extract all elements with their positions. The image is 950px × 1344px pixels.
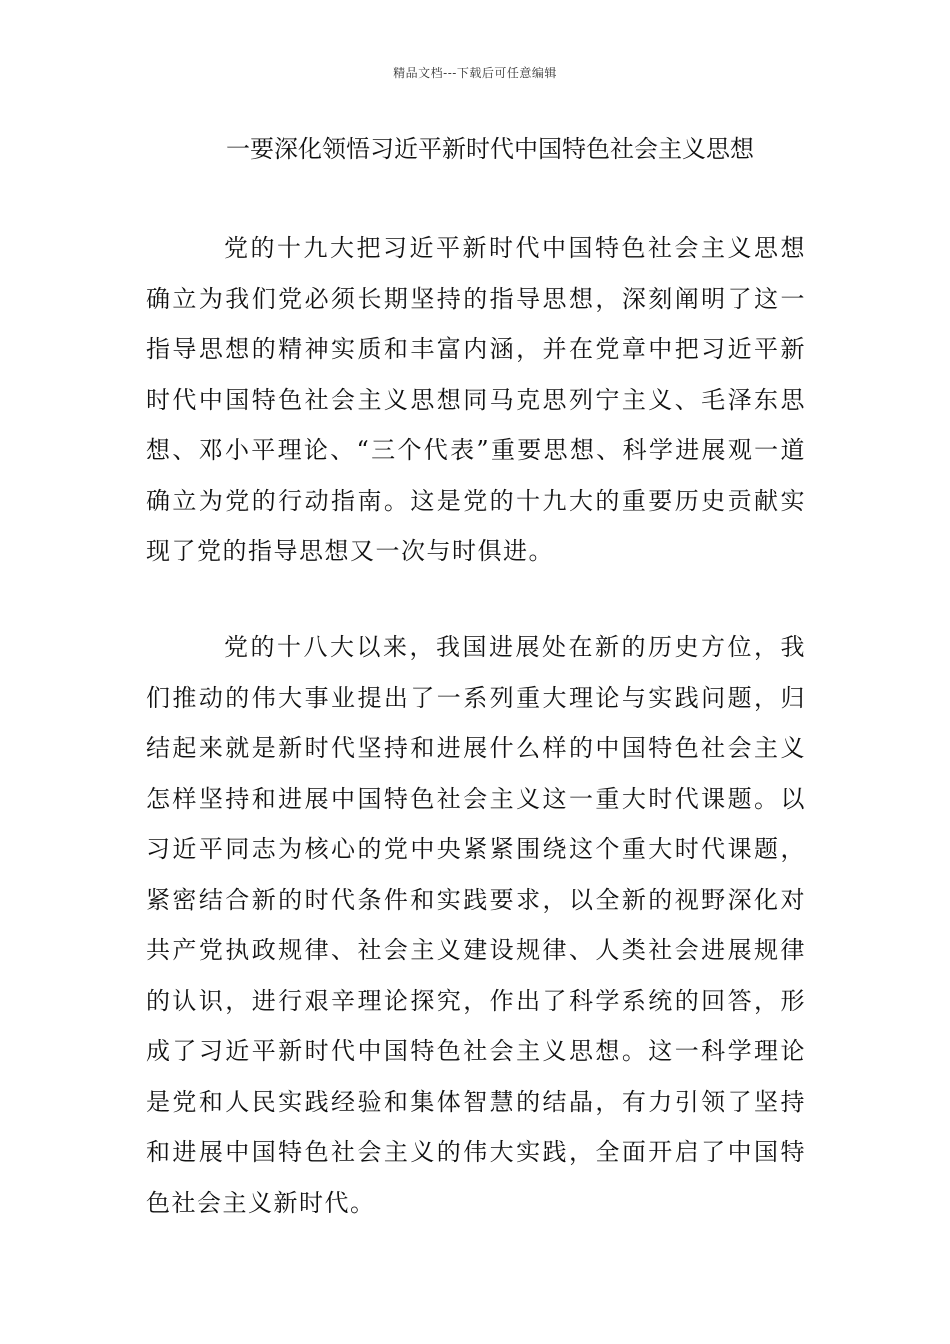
document-title: 一要深化领悟习近平新时代中国特色社会主义思想	[226, 135, 754, 163]
paragraph-1: 党的十九大把习近平新时代中国特色社会主义思想确立为我们党必须长期坚持的指导思想，深刻阐明了这一指导思想的精神实质和丰富内涵，并在党章中把习近平新时代中国特色社会主义思想同马克思列宁主义、毛泽东思想、邓小平理论、“三个代表”重要思想、科学进展观一道确立为党的行动指南。这是党的十九大的重要历史贡献实现了党的指导思想又一次与时俱进。	[146, 234, 806, 565]
paragraph-2: 党的十八大以来，我国进展处在新的历史方位，我们推动的伟大事业提出了一系列重大理论与实践问题，归结起来就是新时代坚持和进展什么样的中国特色社会主义怎样坚持和进展中国特色社会主义这一重大时代课题。以习近平同志为核心的党中央紧紧围绕这个重大时代课题，紧密结合新的时代条件和实践要求，以全新的视野深化对共产党执政规律、社会主义建设规律、人类社会进展规律的认识，进行艰辛理论探究，作出了科学系统的回答，形成了习近平新时代中国特色社会主义思想。这一科学理论是党和人民实践经验和集体智慧的结晶，有力引领了坚持和进展中国特色社会主义的伟大实践，全面开启了中国特色社会主义新时代。	[146, 633, 806, 1217]
header-note: 精品文档---下载后可任意编辑	[393, 66, 557, 80]
